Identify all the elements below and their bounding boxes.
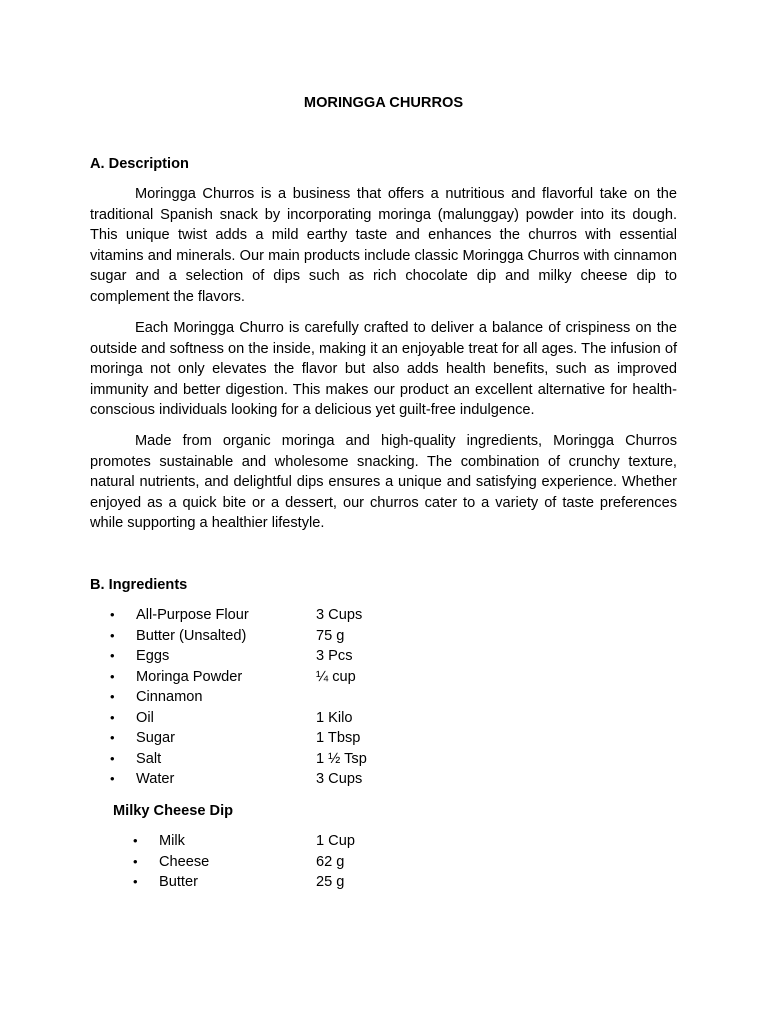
document-page <box>90 0 677 1024</box>
ingredient-name: Oil <box>136 709 154 726</box>
bullet-icon: • <box>110 730 115 745</box>
bullet-icon: • <box>110 648 115 663</box>
ingredient-quantity: 1 ½ Tsp <box>316 750 367 767</box>
document-title: MORINGGA CHURROS <box>303 95 464 111</box>
ingredient-name: Moringa Powder <box>136 668 243 685</box>
section-heading-description: A. Description <box>90 156 189 172</box>
ingredient-quantity: 1 Kilo <box>316 709 353 726</box>
ingredient-name: Cinnamon <box>136 689 203 705</box>
bullet-icon: • <box>110 771 115 786</box>
ingredient-quantity: 25 g <box>316 874 345 890</box>
bullet-icon: • <box>133 874 138 889</box>
ingredient-name: Eggs <box>136 648 170 664</box>
description-paragraph: Each Moringga Churro is carefully crafted to deliver a balance of crispiness on the outside and softness on the inside, making it an enjoyable treat for all ages. The infusion of moringa not only elevates the flavor but also adds health benefits, such as improved immunity and better digestion. This makes our product an excellent alternative for health-conscious individuals looking for a delicious yet guilt-free indulgence. <box>90 320 677 419</box>
bullet-icon: • <box>110 750 115 766</box>
ingredient-name: Milk <box>159 833 185 849</box>
bullet-icon: • <box>110 627 115 643</box>
ingredient-name: Cheese <box>159 853 210 870</box>
ingredient-quantity: 1 Cup <box>316 833 355 849</box>
ingredient-quantity: 3 Cups <box>316 607 363 623</box>
bullet-icon: • <box>110 709 115 725</box>
section-heading-ingredients: B. Ingredients <box>90 577 188 593</box>
ingredient-quantity: ¼ cup <box>316 668 356 685</box>
ingredient-quantity: 3 Cups <box>316 771 363 787</box>
bullet-icon: • <box>110 607 115 622</box>
ingredient-name: Butter <box>159 874 198 890</box>
bullet-icon: • <box>133 833 138 848</box>
ingredient-name: Salt <box>136 750 162 767</box>
bullet-icon: • <box>110 668 115 684</box>
ingredient-name: Water <box>136 771 175 787</box>
ingredient-quantity: 62 g <box>316 853 345 870</box>
bullet-icon: • <box>110 689 115 704</box>
description-paragraph: Made from organic moringa and high-quality ingredients, Moringga Churros promotes sustainable and wholesome snacking. The combination of crunchy texture, natural nutrients, and delightful dips ensures a unique and satisfying experience. Whether enjoyed as a quick bite or a dessert, our churros cater to a variety of taste preferences while supporting a healthier lifestyle. <box>90 433 677 532</box>
ingredient-quantity: 3 Pcs <box>316 648 353 664</box>
ingredient-quantity: 1 Tbsp <box>316 730 361 746</box>
ingredient-name: Sugar <box>136 730 175 746</box>
ingredient-name: All-Purpose Flour <box>136 607 249 623</box>
ingredient-quantity: 75 g <box>316 627 345 644</box>
dip-heading: Milky Cheese Dip <box>113 803 234 819</box>
ingredient-name: Butter (Unsalted) <box>136 627 247 644</box>
description-paragraph: Moringga Churros is a business that offers a nutritious and flavorful take on the traditional Spanish snack by incorporating moringa (malunggay) powder into its dough. This unique twist adds a mild earthy taste and enhances the churros with essential vitamins and minerals. Our main products include classic Moringga Churros with cinnamon sugar and a selection of dips such as rich chocolate dip and milky cheese dip to complement the flavors. <box>90 186 677 305</box>
bullet-icon: • <box>133 853 138 869</box>
